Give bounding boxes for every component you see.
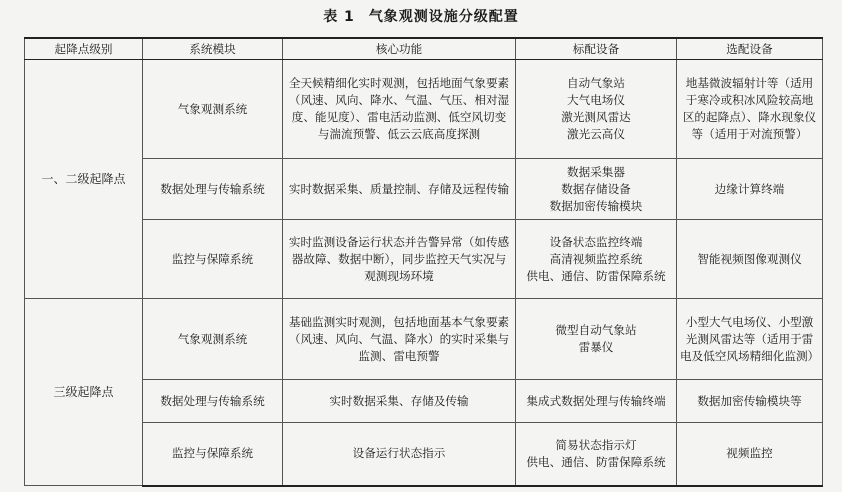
function-cell: 实时监测设备运行状态并告警异常（如传感器故障、数据中断），同步监控天气实况与观测现场环境 <box>283 220 516 299</box>
standard-item: 集成式数据处理与传输终端 <box>526 393 666 408</box>
level-cell: 一、二级起降点 <box>25 60 143 299</box>
standard-cell <box>516 60 677 159</box>
standard-item: 自动气象站 <box>567 76 625 90</box>
standard-cell <box>516 159 677 220</box>
header-level: 起降点级别 <box>25 38 143 60</box>
module-cell: 气象观测系统 <box>143 60 283 159</box>
standard-item: 供电、通信、防雷保障系统 <box>526 454 666 469</box>
optional-cell: 数据加密传输模块等 <box>677 380 823 423</box>
optional-cell: 智能视频图像观测仪 <box>677 220 823 299</box>
standard-item: 数据采集器 <box>567 164 625 179</box>
standard-item: 设备状态监控终端 <box>549 234 643 249</box>
standard-cell <box>516 299 677 380</box>
standard-item: 大气电场仪 <box>567 93 625 107</box>
function-cell: 全天候精细化实时观测，包括地面气象要素（风速、风向、降水、气温、气压、相对湿度、能见度）、雷电活动监测、低空风切变与湍流预警、低云云底高度探测 <box>283 60 516 159</box>
standard-item: 简易状态指示灯 <box>555 437 637 452</box>
standard-item: 数据存储设备 <box>561 181 631 196</box>
standard-item: 激光云高仪 <box>567 127 625 141</box>
table-title: 气象观测设施分级配置 <box>368 9 519 25</box>
standard-item: 数据加密传输模块 <box>549 198 643 213</box>
table-row <box>25 159 823 220</box>
table-row <box>25 380 823 423</box>
module-cell: 数据处理与传输系统 <box>143 159 283 220</box>
module-cell: 监控与保障系统 <box>143 220 283 299</box>
standard-item: 微型自动气象站 <box>555 323 637 337</box>
table-row <box>25 299 823 380</box>
optional-cell: 边缘计算终端 <box>677 159 823 220</box>
header-optional: 选配设备 <box>677 38 823 60</box>
table-caption <box>0 6 842 26</box>
standard-item: 激光测风雷达 <box>561 110 631 124</box>
module-cell: 数据处理与传输系统 <box>143 380 283 423</box>
optional-cell: 地基微波辐射计等（适用于寒冷或积冰风险较高地区的起降点）、降水现象仪等（适用于对流预警） <box>677 60 823 159</box>
optional-cell: 视频监控 <box>677 423 823 486</box>
header-function: 核心功能 <box>283 38 516 60</box>
function-cell: 基础监测实时观测，包括地面基本气象要素（风速、风向、气温、降水）的实时采集与监测、雷电预警 <box>283 299 516 380</box>
header-module: 系统模块 <box>143 38 283 60</box>
table-row <box>25 60 823 159</box>
table-row <box>25 423 823 486</box>
level-cell: 三级起降点 <box>25 299 143 486</box>
standard-item: 高清视频监控系统 <box>549 251 643 266</box>
function-cell: 实时数据采集、质量控制、存储及远程传输 <box>283 159 516 220</box>
standard-cell <box>516 380 677 423</box>
header-row <box>25 38 823 60</box>
header-standard: 标配设备 <box>516 38 677 60</box>
standard-cell <box>516 220 677 299</box>
function-cell: 实时数据采集、存储及传输 <box>283 380 516 423</box>
optional-cell: 小型大气电场仪、小型激光测风雷达等（适用于雷电及低空风场精细化监测） <box>677 299 823 380</box>
standard-item: 供电、通信、防雷保障系统 <box>526 268 666 283</box>
function-cell: 设备运行状态指示 <box>283 423 516 486</box>
standard-cell <box>516 423 677 486</box>
table-row <box>25 220 823 299</box>
facility-config-table <box>24 37 823 487</box>
module-cell: 监控与保障系统 <box>143 423 283 486</box>
table-number: 表 1 <box>323 9 355 25</box>
module-cell: 气象观测系统 <box>143 299 283 380</box>
standard-item: 雷暴仪 <box>578 340 614 354</box>
